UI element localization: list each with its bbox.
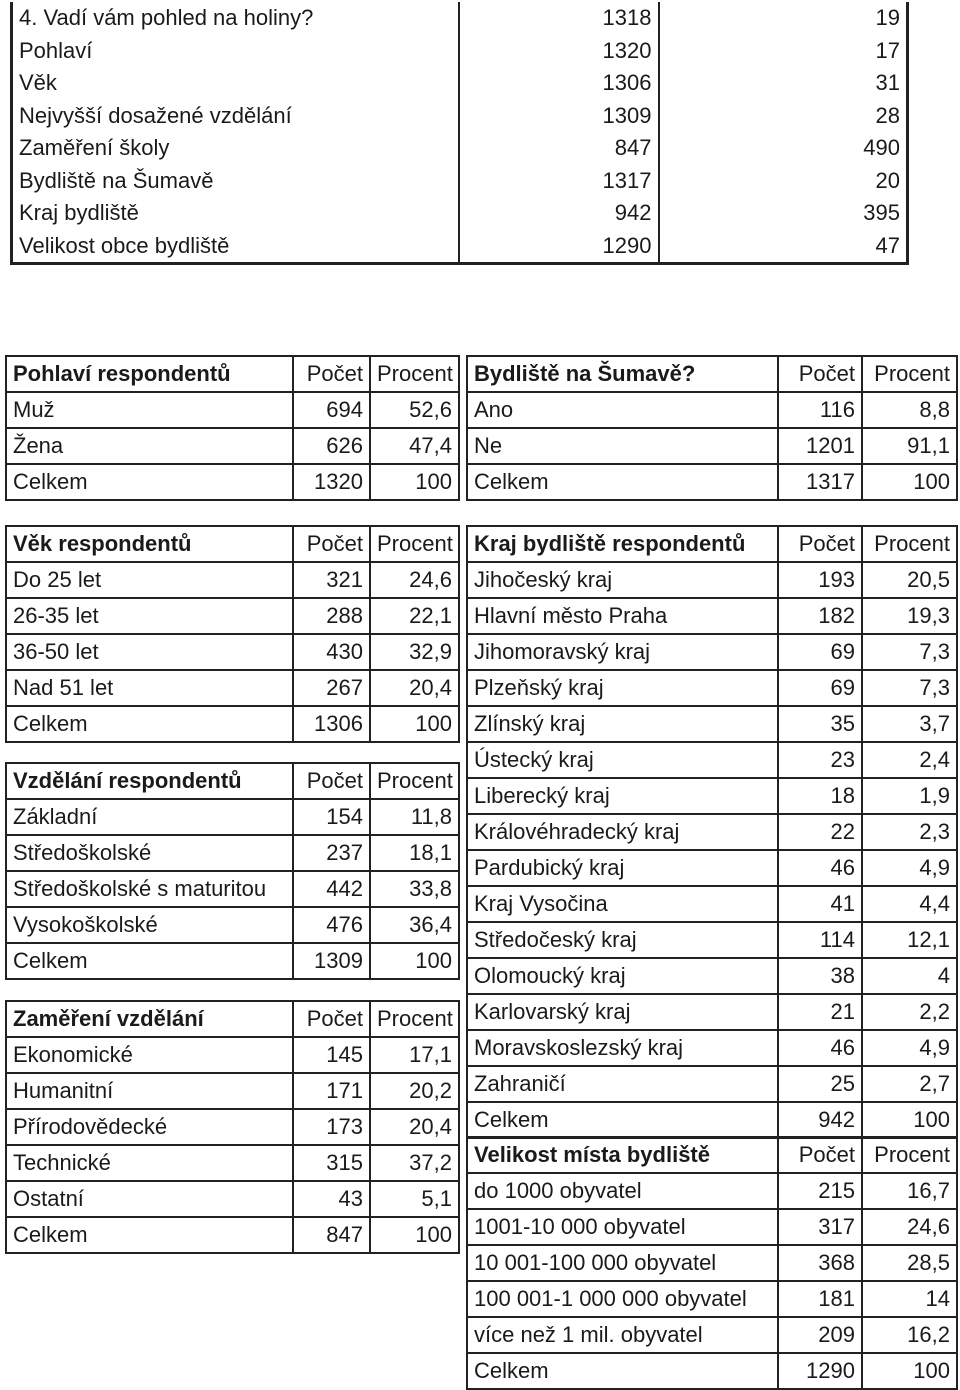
row-count: 626 xyxy=(293,428,370,464)
row-count: 315 xyxy=(293,1145,370,1181)
table-row xyxy=(6,871,459,907)
row-value: 1306 xyxy=(459,67,659,100)
row-count: 442 xyxy=(293,871,370,907)
row-percent: 100 xyxy=(370,1217,459,1253)
row-value: 1290 xyxy=(459,230,659,264)
row-percent: 20,4 xyxy=(370,1109,459,1145)
row-percent: 20,2 xyxy=(370,1073,459,1109)
table-row xyxy=(6,1109,459,1145)
row-count: 46 xyxy=(778,1030,862,1066)
row-count: 114 xyxy=(778,922,862,958)
table-row xyxy=(467,1317,957,1353)
column-header-count: Počet xyxy=(293,356,370,392)
row-count: 368 xyxy=(778,1245,862,1281)
table-row xyxy=(467,778,957,814)
row-percent: 19,3 xyxy=(862,598,957,634)
column-header-percent: Procent xyxy=(862,1137,957,1173)
row-count: 1309 xyxy=(293,943,370,979)
row-count: 847 xyxy=(293,1217,370,1253)
table-row xyxy=(467,814,957,850)
column-header-count: Počet xyxy=(293,1001,370,1037)
row-count: 173 xyxy=(293,1109,370,1145)
row-percent: 100 xyxy=(862,1102,957,1138)
row-label: Celkem xyxy=(6,1217,293,1253)
table-header-row xyxy=(6,763,459,799)
row-count: 41 xyxy=(778,886,862,922)
row-label: Humanitní xyxy=(6,1073,293,1109)
row-label: Celkem xyxy=(6,464,293,500)
row-value: 490 xyxy=(659,132,908,165)
table-row xyxy=(467,706,957,742)
table-row xyxy=(6,907,459,943)
column-header-count: Počet xyxy=(778,356,862,392)
table-row xyxy=(6,464,459,500)
row-percent: 7,3 xyxy=(862,670,957,706)
row-percent: 20,5 xyxy=(862,562,957,598)
table-row xyxy=(12,2,908,35)
row-percent: 7,3 xyxy=(862,634,957,670)
row-count: 154 xyxy=(293,799,370,835)
table-row xyxy=(467,1209,957,1245)
row-label: Nad 51 let xyxy=(6,670,293,706)
row-label: Muž xyxy=(6,392,293,428)
table-row xyxy=(467,994,957,1030)
row-label: 26-35 let xyxy=(6,598,293,634)
row-value: 1320 xyxy=(459,35,659,68)
table-row xyxy=(467,922,957,958)
row-label: Středoškolské s maturitou xyxy=(6,871,293,907)
row-percent: 14 xyxy=(862,1281,957,1317)
row-label: Přírodovědecké xyxy=(6,1109,293,1145)
table-row xyxy=(467,850,957,886)
row-label: Ostatní xyxy=(6,1181,293,1217)
row-label: Zlínský kraj xyxy=(467,706,778,742)
row-percent: 24,6 xyxy=(862,1209,957,1245)
row-label: Karlovarský kraj xyxy=(467,994,778,1030)
table-row xyxy=(467,1102,957,1138)
row-label: 10 001-100 000 obyvatel xyxy=(467,1245,778,1281)
row-count: 43 xyxy=(293,1181,370,1217)
row-percent: 18,1 xyxy=(370,835,459,871)
age-table xyxy=(5,525,460,743)
row-percent: 4 xyxy=(862,958,957,994)
table-row xyxy=(467,1173,957,1209)
row-percent: 28,5 xyxy=(862,1245,957,1281)
row-count: 267 xyxy=(293,670,370,706)
row-label: Jihomoravský kraj xyxy=(467,634,778,670)
row-count: 942 xyxy=(778,1102,862,1138)
row-count: 182 xyxy=(778,598,862,634)
focus-table xyxy=(5,1000,460,1254)
row-label: Královéhradecký kraj xyxy=(467,814,778,850)
row-percent: 100 xyxy=(370,706,459,742)
row-count: 694 xyxy=(293,392,370,428)
row-value: 31 xyxy=(659,67,908,100)
row-label: Pohlaví xyxy=(12,35,459,68)
row-label: 4. Vadí vám pohled na holiny? xyxy=(12,2,459,35)
row-percent: 8,8 xyxy=(862,392,957,428)
table-header-row xyxy=(467,356,957,392)
row-label: Plzeňský kraj xyxy=(467,670,778,706)
row-label: Základní xyxy=(6,799,293,835)
row-label: do 1000 obyvatel xyxy=(467,1173,778,1209)
column-header-percent: Procent xyxy=(862,356,957,392)
row-percent: 32,9 xyxy=(370,634,459,670)
table-title: Velikost místa bydliště xyxy=(467,1137,778,1173)
row-label: 1001-10 000 obyvatel xyxy=(467,1209,778,1245)
table-row xyxy=(6,562,459,598)
table-row xyxy=(6,392,459,428)
row-count: 38 xyxy=(778,958,862,994)
table-row xyxy=(6,670,459,706)
column-header-percent: Procent xyxy=(370,1001,459,1037)
table-row xyxy=(6,1181,459,1217)
table-row xyxy=(6,428,459,464)
row-percent: 4,9 xyxy=(862,850,957,886)
row-label: Středočeský kraj xyxy=(467,922,778,958)
row-value: 17 xyxy=(659,35,908,68)
table-row xyxy=(12,197,908,230)
row-count: 171 xyxy=(293,1073,370,1109)
row-label: Pardubický kraj xyxy=(467,850,778,886)
table-row xyxy=(467,742,957,778)
row-label: Celkem xyxy=(467,1353,778,1389)
table-row xyxy=(6,598,459,634)
row-label: Celkem xyxy=(6,943,293,979)
row-label: Hlavní město Praha xyxy=(467,598,778,634)
row-percent: 1,9 xyxy=(862,778,957,814)
row-count: 430 xyxy=(293,634,370,670)
row-percent: 16,2 xyxy=(862,1317,957,1353)
table-row xyxy=(6,1073,459,1109)
row-count: 145 xyxy=(293,1037,370,1073)
row-percent: 3,7 xyxy=(862,706,957,742)
row-label: Kraj bydliště xyxy=(12,197,459,230)
row-count: 237 xyxy=(293,835,370,871)
row-count: 209 xyxy=(778,1317,862,1353)
row-label: Celkem xyxy=(467,464,778,500)
region-table xyxy=(466,525,958,1139)
row-percent: 4,4 xyxy=(862,886,957,922)
row-label: Velikost obce bydliště xyxy=(12,230,459,264)
row-percent: 36,4 xyxy=(370,907,459,943)
row-value: 942 xyxy=(459,197,659,230)
gender-table xyxy=(5,355,460,501)
row-count: 215 xyxy=(778,1173,862,1209)
row-label: Celkem xyxy=(467,1102,778,1138)
row-percent: 33,8 xyxy=(370,871,459,907)
row-count: 21 xyxy=(778,994,862,1030)
table-row xyxy=(12,67,908,100)
table-row xyxy=(6,634,459,670)
row-label: Kraj Vysočina xyxy=(467,886,778,922)
table-row xyxy=(6,943,459,979)
row-percent: 12,1 xyxy=(862,922,957,958)
table-row xyxy=(467,1281,957,1317)
table-row xyxy=(467,428,957,464)
table-title: Pohlaví respondentů xyxy=(6,356,293,392)
table-header-row xyxy=(6,356,459,392)
table-row xyxy=(467,1030,957,1066)
row-percent: 4,9 xyxy=(862,1030,957,1066)
row-label: Bydliště na Šumavě xyxy=(12,165,459,198)
table-row xyxy=(12,165,908,198)
table-row xyxy=(6,706,459,742)
column-header-count: Počet xyxy=(293,526,370,562)
table-title: Kraj bydliště respondentů xyxy=(467,526,778,562)
table-row xyxy=(467,464,957,500)
row-label: Olomoucký kraj xyxy=(467,958,778,994)
row-count: 1317 xyxy=(778,464,862,500)
row-label: 100 001-1 000 000 obyvatel xyxy=(467,1281,778,1317)
education-table xyxy=(5,762,460,980)
row-count: 321 xyxy=(293,562,370,598)
row-count: 193 xyxy=(778,562,862,598)
row-label: Vysokoškolské xyxy=(6,907,293,943)
row-percent: 2,3 xyxy=(862,814,957,850)
row-label: Nejvyšší dosažené vzdělání xyxy=(12,100,459,133)
table-title: Bydliště na Šumavě? xyxy=(467,356,778,392)
row-label: více než 1 mil. obyvatel xyxy=(467,1317,778,1353)
row-count: 181 xyxy=(778,1281,862,1317)
row-percent: 100 xyxy=(862,464,957,500)
row-count: 288 xyxy=(293,598,370,634)
row-count: 69 xyxy=(778,670,862,706)
table-row xyxy=(467,562,957,598)
table-header-row xyxy=(6,526,459,562)
table-title: Zaměření vzdělání xyxy=(6,1001,293,1037)
row-label: Ekonomické xyxy=(6,1037,293,1073)
row-value: 1318 xyxy=(459,2,659,35)
row-percent: 100 xyxy=(862,1353,957,1389)
row-count: 317 xyxy=(778,1209,862,1245)
column-header-count: Počet xyxy=(293,763,370,799)
table-title: Vzdělání respondentů xyxy=(6,763,293,799)
row-label: Žena xyxy=(6,428,293,464)
table-row xyxy=(6,1037,459,1073)
row-count: 116 xyxy=(778,392,862,428)
row-value: 20 xyxy=(659,165,908,198)
row-percent: 52,6 xyxy=(370,392,459,428)
row-count: 1320 xyxy=(293,464,370,500)
row-label: Ano xyxy=(467,392,778,428)
row-percent: 17,1 xyxy=(370,1037,459,1073)
row-value: 28 xyxy=(659,100,908,133)
row-count: 23 xyxy=(778,742,862,778)
row-percent: 16,7 xyxy=(862,1173,957,1209)
column-header-percent: Procent xyxy=(370,356,459,392)
sumava-table xyxy=(466,355,958,501)
summary-table xyxy=(10,2,909,265)
row-count: 46 xyxy=(778,850,862,886)
row-percent: 100 xyxy=(370,464,459,500)
row-percent: 24,6 xyxy=(370,562,459,598)
row-percent: 5,1 xyxy=(370,1181,459,1217)
row-label: Moravskoslezský kraj xyxy=(467,1030,778,1066)
row-value: 19 xyxy=(659,2,908,35)
row-value: 47 xyxy=(659,230,908,264)
table-row xyxy=(467,1066,957,1102)
row-percent: 2,7 xyxy=(862,1066,957,1102)
column-header-percent: Procent xyxy=(370,763,459,799)
column-header-percent: Procent xyxy=(862,526,957,562)
table-row xyxy=(6,835,459,871)
table-row xyxy=(12,230,908,264)
table-row xyxy=(467,886,957,922)
row-label: Technické xyxy=(6,1145,293,1181)
row-percent: 2,2 xyxy=(862,994,957,1030)
town-table xyxy=(466,1136,958,1390)
table-row xyxy=(467,634,957,670)
row-label: Věk xyxy=(12,67,459,100)
row-percent: 20,4 xyxy=(370,670,459,706)
row-percent: 47,4 xyxy=(370,428,459,464)
row-label: Středoškolské xyxy=(6,835,293,871)
row-count: 1201 xyxy=(778,428,862,464)
table-title: Věk respondentů xyxy=(6,526,293,562)
row-value: 395 xyxy=(659,197,908,230)
row-value: 1309 xyxy=(459,100,659,133)
row-count: 1290 xyxy=(778,1353,862,1389)
row-count: 69 xyxy=(778,634,862,670)
row-percent: 37,2 xyxy=(370,1145,459,1181)
row-label: Do 25 let xyxy=(6,562,293,598)
table-header-row xyxy=(467,526,957,562)
table-row xyxy=(6,799,459,835)
table-header-row xyxy=(467,1137,957,1173)
table-row xyxy=(467,1353,957,1389)
row-label: Liberecký kraj xyxy=(467,778,778,814)
row-value: 1317 xyxy=(459,165,659,198)
row-label: Zaměření školy xyxy=(12,132,459,165)
row-count: 1306 xyxy=(293,706,370,742)
table-row xyxy=(467,392,957,428)
table-row xyxy=(12,100,908,133)
table-row xyxy=(12,132,908,165)
row-percent: 2,4 xyxy=(862,742,957,778)
column-header-count: Počet xyxy=(778,526,862,562)
table-row xyxy=(467,958,957,994)
table-header-row xyxy=(6,1001,459,1037)
row-percent: 22,1 xyxy=(370,598,459,634)
row-label: Celkem xyxy=(6,706,293,742)
table-row xyxy=(12,35,908,68)
table-row xyxy=(6,1217,459,1253)
row-label: 36-50 let xyxy=(6,634,293,670)
column-header-count: Počet xyxy=(778,1137,862,1173)
row-percent: 91,1 xyxy=(862,428,957,464)
table-row xyxy=(467,670,957,706)
table-row xyxy=(6,1145,459,1181)
row-count: 22 xyxy=(778,814,862,850)
row-label: Jihočeský kraj xyxy=(467,562,778,598)
row-count: 25 xyxy=(778,1066,862,1102)
column-header-percent: Procent xyxy=(370,526,459,562)
row-percent: 11,8 xyxy=(370,799,459,835)
row-count: 35 xyxy=(778,706,862,742)
row-percent: 100 xyxy=(370,943,459,979)
row-label: Zahraničí xyxy=(467,1066,778,1102)
table-row xyxy=(467,598,957,634)
row-label: Ne xyxy=(467,428,778,464)
row-count: 476 xyxy=(293,907,370,943)
row-count: 18 xyxy=(778,778,862,814)
row-value: 847 xyxy=(459,132,659,165)
table-row xyxy=(467,1245,957,1281)
row-label: Ústecký kraj xyxy=(467,742,778,778)
